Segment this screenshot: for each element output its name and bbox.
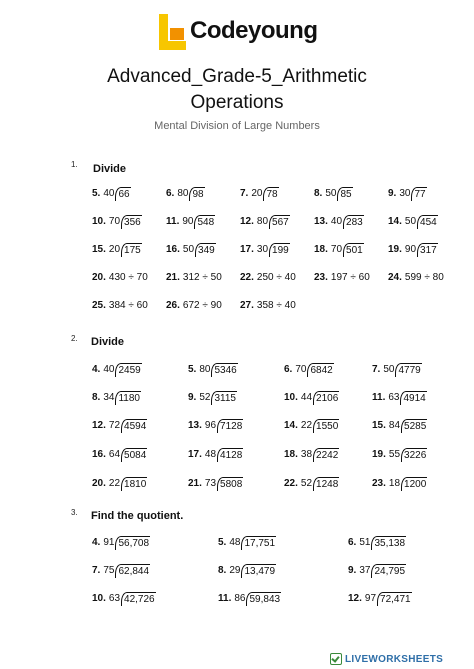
problem-number: 23.: [372, 478, 386, 489]
division-problem: [314, 215, 364, 229]
division-problem: [314, 187, 353, 201]
division-expression: 599 ÷ 80: [404, 272, 444, 283]
dividend: 59,843: [246, 592, 281, 606]
division-problem: [92, 536, 150, 550]
division-problem: [240, 271, 296, 285]
divisor: 64: [108, 449, 121, 460]
divisor: 40: [103, 188, 115, 199]
problem-number: 13.: [188, 420, 202, 431]
problem-number: 7.: [240, 188, 249, 199]
divisor: 72: [108, 420, 121, 431]
division-problem: [188, 363, 238, 377]
divisor: 40: [330, 216, 343, 227]
divisor: 73: [204, 478, 217, 489]
dividend: 78: [263, 187, 278, 201]
problem-number: 25.: [92, 300, 106, 311]
division-problem: [388, 187, 427, 201]
division-problem: [240, 243, 290, 257]
problem-number: 21.: [188, 478, 202, 489]
dividend: 501: [343, 243, 364, 257]
dividend: 5808: [217, 477, 243, 491]
divisor: 52: [199, 392, 211, 403]
division-problem: [92, 271, 148, 285]
division-problem: [372, 419, 427, 433]
divisor: 38: [300, 449, 313, 460]
dividend: 17,751: [241, 536, 276, 550]
problem-number: 18.: [284, 449, 298, 460]
dividend: 42,726: [121, 592, 156, 606]
dividend: 62,844: [115, 564, 150, 578]
division-problem: [92, 363, 142, 377]
division-problem: [166, 243, 216, 257]
problem-number: 7.: [92, 565, 101, 576]
page-subtitle: Mental Division of Large Numbers: [154, 120, 320, 132]
problem-number: 10.: [92, 216, 106, 227]
divisor: 70: [295, 364, 307, 375]
division-problem: [284, 391, 339, 405]
dividend: 175: [121, 243, 142, 257]
division-problem: [388, 243, 438, 257]
dividend: 5346: [211, 363, 237, 377]
divisor: 30: [256, 244, 269, 255]
division-problem: [314, 243, 364, 257]
dividend: 199: [269, 243, 290, 257]
dividend: 349: [195, 243, 216, 257]
division-problem: [348, 564, 406, 578]
dividend: 4914: [400, 391, 426, 405]
division-expression: 312 ÷ 50: [182, 272, 222, 283]
divisor: 50: [404, 216, 417, 227]
problem-number: 9.: [388, 188, 397, 199]
divisor: 30: [399, 188, 411, 199]
liveworksheets-footer: [330, 652, 443, 666]
division-problem: [284, 448, 339, 462]
division-problem: [218, 564, 276, 578]
divisor: 29: [229, 565, 241, 576]
section-1-number: 1.: [71, 160, 78, 169]
problem-number: 4.: [92, 537, 101, 548]
problem-number: 12.: [240, 216, 254, 227]
dividend: 454: [417, 215, 438, 229]
division-problem: [284, 477, 339, 491]
problem-number: 23.: [314, 272, 328, 283]
divisor: 70: [330, 244, 343, 255]
problem-number: 22.: [284, 478, 298, 489]
division-problem: [372, 363, 422, 377]
division-problem: [218, 536, 276, 550]
problem-number: 20.: [92, 272, 106, 283]
problem-number: 6.: [166, 188, 175, 199]
dividend: 3226: [401, 448, 427, 462]
dividend: 5084: [121, 448, 147, 462]
divisor: 97: [364, 593, 377, 604]
dividend: 283: [343, 215, 364, 229]
division-problem: [188, 419, 243, 433]
problem-number: 21.: [166, 272, 180, 283]
division-problem: [92, 215, 142, 229]
division-problem: [188, 391, 237, 405]
dividend: 6842: [307, 363, 333, 377]
divisor: 52: [300, 478, 313, 489]
dividend: 4594: [121, 419, 147, 433]
problem-number: 12.: [348, 593, 362, 604]
problem-number: 5.: [188, 364, 197, 375]
problem-number: 8.: [92, 392, 101, 403]
division-problem: [218, 592, 281, 606]
division-problem: [92, 564, 150, 578]
division-problem: [92, 448, 147, 462]
dividend: 66: [115, 187, 130, 201]
divisor: 50: [325, 188, 337, 199]
division-problem: [92, 187, 131, 201]
section-3-number: 3.: [71, 508, 78, 517]
problem-number: 15.: [92, 244, 106, 255]
divisor: 40: [103, 364, 115, 375]
division-problem: [166, 215, 215, 229]
division-problem: [92, 243, 142, 257]
divisor: 55: [388, 449, 401, 460]
section-2-number: 2.: [71, 334, 78, 343]
division-problem: [92, 477, 147, 491]
divisor: 37: [359, 565, 371, 576]
problem-number: 19.: [372, 449, 386, 460]
divisor: 44: [300, 392, 313, 403]
divisor: 63: [108, 593, 121, 604]
problem-number: 11.: [166, 216, 180, 227]
division-problem: [166, 271, 222, 285]
dividend: 24,795: [371, 564, 406, 578]
dividend: 3115: [211, 391, 237, 405]
problem-number: 13.: [314, 216, 328, 227]
divisor: 70: [108, 216, 121, 227]
division-problem: [188, 477, 243, 491]
divisor: 91: [103, 537, 115, 548]
problem-number: 8.: [218, 565, 227, 576]
division-problem: [92, 592, 156, 606]
division-problem: [388, 215, 438, 229]
dividend: 56,708: [115, 536, 150, 550]
problem-number: 15.: [372, 420, 386, 431]
division-problem: [388, 271, 444, 285]
divisor: 50: [182, 244, 195, 255]
divisor: 20: [251, 188, 263, 199]
dividend: 77: [411, 187, 426, 201]
dividend: 4128: [217, 448, 243, 462]
dividend: 356: [121, 215, 142, 229]
problem-number: 5.: [218, 537, 227, 548]
dividend: 98: [189, 187, 204, 201]
division-problem: [166, 299, 222, 313]
division-problem: [92, 419, 147, 433]
division-problem: [348, 536, 406, 550]
problem-number: 11.: [372, 392, 386, 403]
problem-number: 10.: [284, 392, 298, 403]
dividend: 2242: [313, 448, 339, 462]
divisor: 48: [229, 537, 241, 548]
dividend: 1550: [313, 419, 339, 433]
divisor: 84: [388, 420, 401, 431]
dividend: 85: [337, 187, 352, 201]
problem-number: 20.: [92, 478, 106, 489]
section-2-heading: Divide: [91, 336, 125, 348]
dividend: 4779: [395, 363, 421, 377]
division-problem: [240, 299, 296, 313]
division-problem: [314, 271, 370, 285]
problem-number: 17.: [188, 449, 202, 460]
problem-number: 14.: [284, 420, 298, 431]
footer-brand: LIVEWORKSHEETS: [345, 653, 444, 665]
dividend: 7128: [217, 419, 243, 433]
dividend: 72,471: [377, 592, 412, 606]
division-expression: 672 ÷ 90: [182, 300, 222, 311]
division-problem: [240, 215, 290, 229]
problem-number: 5.: [92, 188, 101, 199]
divisor: 51: [359, 537, 371, 548]
codeyoung-logo-icon: [156, 14, 186, 50]
dividend: 2106: [313, 391, 339, 405]
problem-number: 19.: [388, 244, 402, 255]
problem-number: 9.: [348, 565, 357, 576]
divisor: 48: [204, 449, 217, 460]
problem-number: 10.: [92, 593, 106, 604]
divisor: 80: [177, 188, 189, 199]
division-problem: [284, 363, 334, 377]
dividend: 1180: [115, 391, 141, 405]
problem-number: 6.: [348, 537, 357, 548]
divisor: 20: [108, 244, 121, 255]
division-problem: [240, 187, 279, 201]
division-problem: [188, 448, 243, 462]
divisor: 90: [182, 216, 194, 227]
problem-number: 16.: [92, 449, 106, 460]
divisor: 96: [204, 420, 217, 431]
dividend: 5285: [401, 419, 427, 433]
problem-number: 7.: [372, 364, 381, 375]
dividend: 13,479: [241, 564, 276, 578]
dividend: 1810: [121, 477, 147, 491]
page-title-line-1: Advanced_Grade-5_Arithmetic: [107, 66, 367, 87]
dividend: 567: [269, 215, 290, 229]
problem-number: 8.: [314, 188, 323, 199]
divisor: 90: [404, 244, 417, 255]
divisor: 80: [199, 364, 211, 375]
codeyoung-logo: [156, 12, 326, 56]
problem-number: 17.: [240, 244, 254, 255]
dividend: 2459: [115, 363, 141, 377]
division-problem: [92, 391, 141, 405]
problem-number: 11.: [218, 593, 232, 604]
dividend: 1248: [313, 477, 339, 491]
division-expression: 358 ÷ 40: [256, 300, 296, 311]
division-problem: [372, 477, 427, 491]
problem-number: 24.: [388, 272, 402, 283]
division-expression: 430 ÷ 70: [108, 272, 148, 283]
division-expression: 384 ÷ 60: [108, 300, 148, 311]
problem-number: 4.: [92, 364, 101, 375]
page-title-line-2: Operations: [190, 92, 284, 113]
divisor: 50: [383, 364, 395, 375]
problem-number: 6.: [284, 364, 293, 375]
problem-number: 14.: [388, 216, 402, 227]
problem-number: 16.: [166, 244, 180, 255]
division-problem: [372, 391, 427, 405]
problem-number: 12.: [92, 420, 106, 431]
dividend: 317: [417, 243, 438, 257]
dividend: 1200: [401, 477, 427, 491]
divisor: 18: [388, 478, 401, 489]
brand-name: Codeyoung: [190, 17, 318, 44]
divisor: 22: [300, 420, 313, 431]
problem-number: 26.: [166, 300, 180, 311]
problem-number: 18.: [314, 244, 328, 255]
divisor: 80: [256, 216, 269, 227]
division-problem: [166, 187, 205, 201]
problem-number: 9.: [188, 392, 197, 403]
divisor: 22: [108, 478, 121, 489]
division-problem: [372, 448, 427, 462]
division-problem: [348, 592, 412, 606]
division-problem: [92, 299, 148, 313]
divisor: 63: [388, 392, 400, 403]
divisor: 86: [234, 593, 246, 604]
dividend: 35,138: [371, 536, 406, 550]
problem-number: 22.: [240, 272, 254, 283]
section-3-heading: Find the quotient.: [91, 510, 184, 522]
division-expression: 250 ÷ 40: [256, 272, 296, 283]
division-expression: 197 ÷ 60: [330, 272, 370, 283]
divisor: 34: [103, 392, 115, 403]
division-problem: [284, 419, 339, 433]
liveworksheets-check-icon: [330, 653, 342, 665]
section-1-heading: Divide: [93, 163, 127, 175]
dividend: 548: [194, 215, 215, 229]
divisor: 75: [103, 565, 115, 576]
problem-number: 27.: [240, 300, 254, 311]
